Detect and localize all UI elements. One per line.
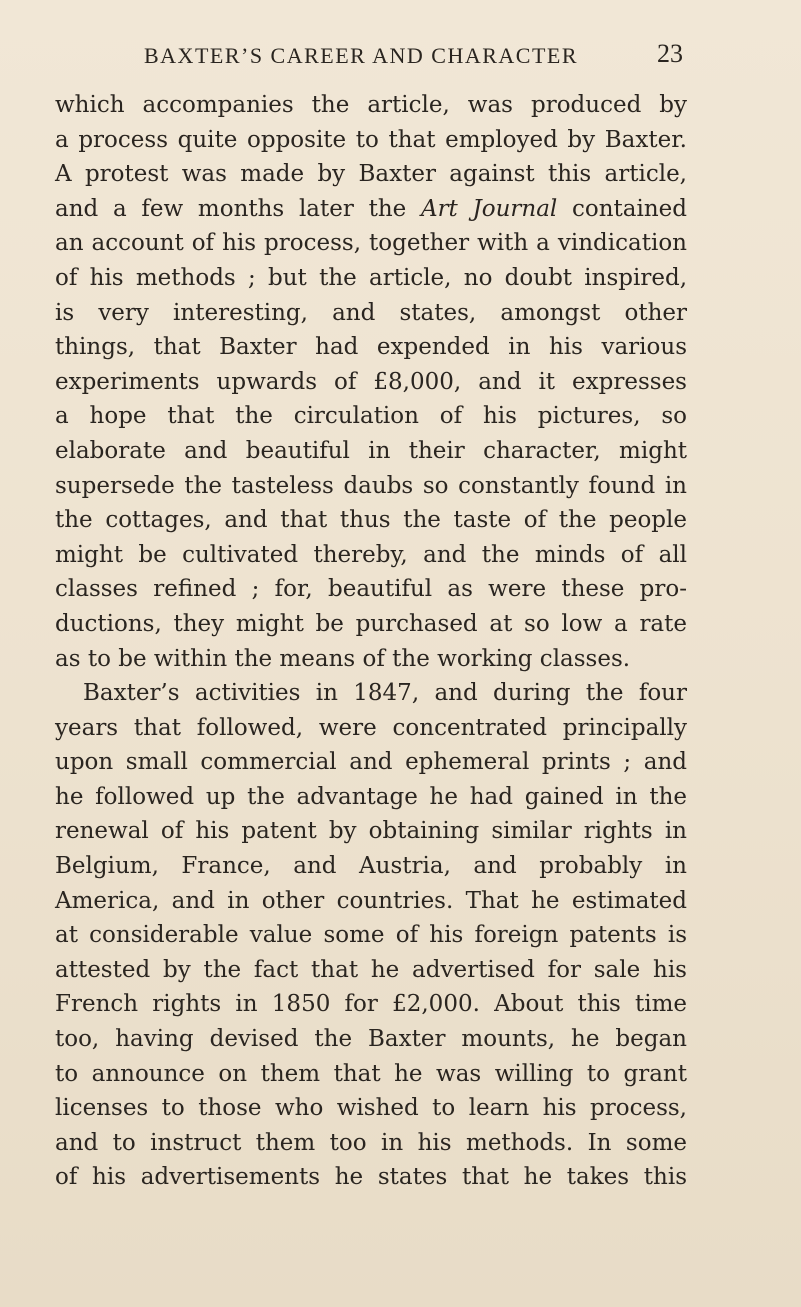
text-line-26: attested by the fact that he advertised for sale his <box>55 956 687 983</box>
text-line-11: elaborate and beautiful in their character, might <box>55 437 687 464</box>
text-line-3: A protest was made by Baxter against this article, <box>55 161 687 188</box>
text-line-9: experiments upwards of £8,000, and it expresses <box>55 368 687 395</box>
text-line-10: a hope that the circulation of his pictures, so <box>55 403 687 430</box>
text-line-17: as to be within the means of the working classes. <box>55 645 631 672</box>
text-line-20: upon small commercial and ephemeral prints ; and <box>55 749 687 776</box>
text-line-22: renewal of his patent by obtaining similar rights in <box>55 818 687 845</box>
text-line-2: a process quite opposite to that employed by Baxter. <box>55 126 687 153</box>
text-line-18: Baxter’s activities in 1847, and during the four <box>83 680 687 707</box>
text-line-24: America, and in other countries. That he estimated <box>55 887 687 914</box>
text-line-32: of his advertisements he states that he takes this <box>55 1164 687 1191</box>
text-line-13: the cottages, and that thus the taste of the people <box>55 507 687 534</box>
text-line-4-start: and a few months later the <box>55 195 421 222</box>
text-line-31: and to instruct them too in his methods. In some <box>55 1129 687 1156</box>
text-line-30: licenses to those who wished to learn his process, <box>55 1095 687 1122</box>
text-line-5: an account of his process, together with a vindication <box>55 230 687 257</box>
running-title: BAXTER’S CAREER AND CHARACTER <box>144 43 579 68</box>
text-line-7: is very interesting, and states, amongst other <box>55 299 687 326</box>
running-head <box>116 38 683 78</box>
journal-title: Art Journal <box>420 195 558 222</box>
text-line-19: years that followed, were concentrated principally <box>55 714 687 741</box>
page-number: 23 <box>657 39 683 68</box>
text-line-4 <box>55 192 687 227</box>
text-line-6: of his methods ; but the article, no doubt inspired, <box>55 264 687 291</box>
text-line-12: supersede the tasteless daubs so constantly found in <box>55 472 687 499</box>
text-line-21: he followed up the advantage he had gained in the <box>55 783 687 810</box>
text-line-1: which accompanies the article, was produced by <box>55 92 687 118</box>
text-line-28: too, having devised the Baxter mounts, he began <box>55 1026 687 1053</box>
text-line-8: things, that Baxter had expended in his various <box>55 334 687 361</box>
text-line-27: French rights in 1850 for £2,000. About this time <box>55 991 687 1018</box>
text-line-25: at considerable value some of his foreign patents is <box>55 922 687 949</box>
text-line-14: might be cultivated thereby, and the minds of all <box>55 541 687 568</box>
text-line-4-end: contained <box>557 195 687 222</box>
text-line-23: Belgium, France, and Austria, and probably in <box>55 853 687 880</box>
body-text <box>55 88 687 1195</box>
text-line-29: to announce on them that he was willing to grant <box>55 1060 687 1087</box>
text-line-15: classes refined ; for, beautiful as were these pro- <box>55 576 687 603</box>
text-line-16: ductions, they might be purchased at so low a rate <box>55 610 687 637</box>
